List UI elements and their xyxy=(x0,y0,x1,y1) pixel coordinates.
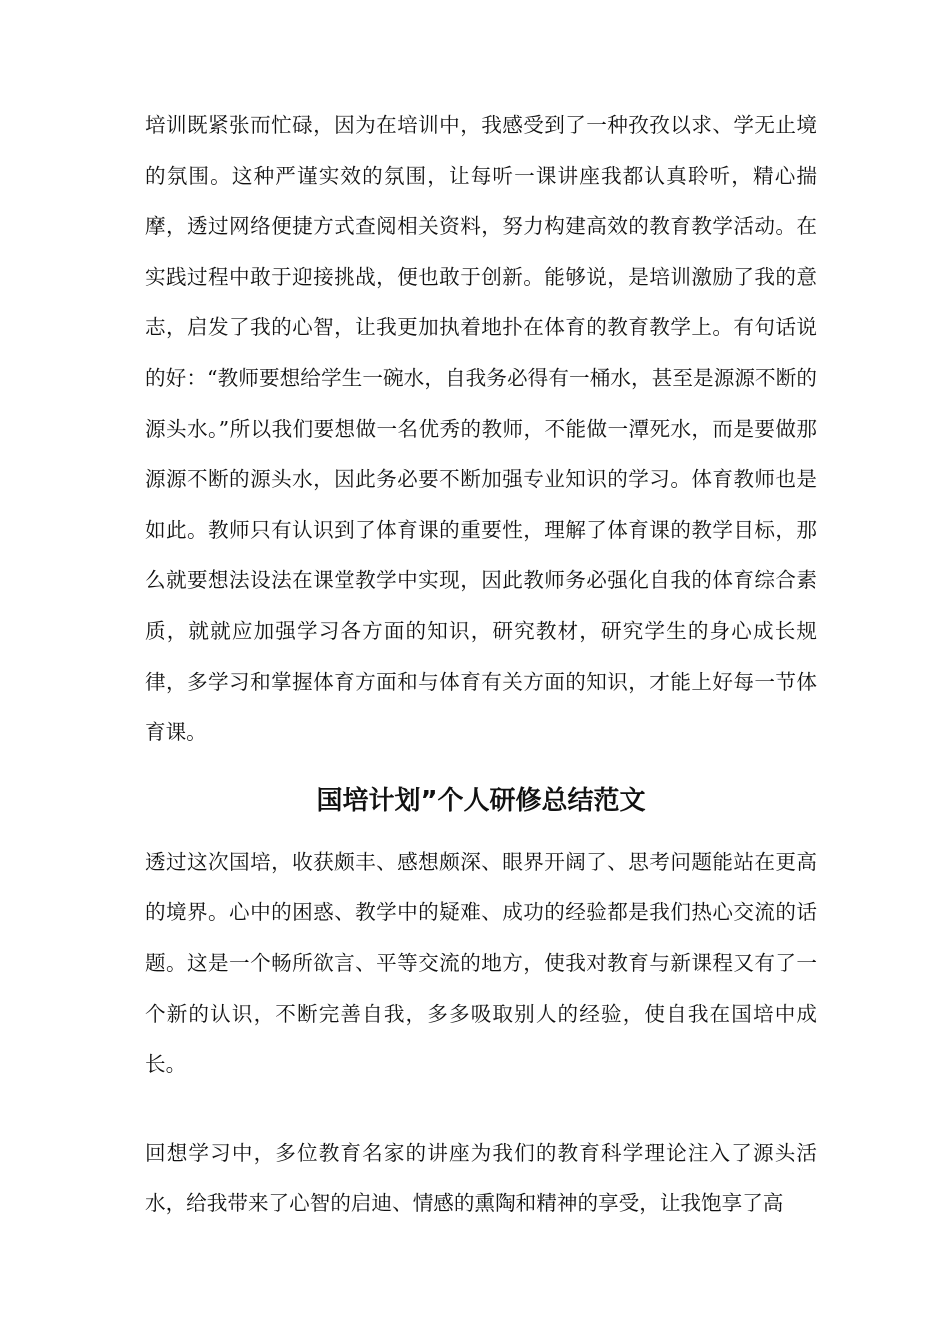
paragraph-national-training-gains: 透过这次国培，收获颇丰、感想颇深、眼界开阔了、思考问题能站在更高的境界。心中的困惑、教学中的疑难、成功的经验都是我们热心交流的话题。这是一个畅所欲言、平等交流的地方，使我对教育与新课程又有了一个新的认识，不断完善自我，多多吸取别人的经验，使自我在国培中成长。 xyxy=(145,849,817,1077)
paragraph-training-reflection: 培训既紧张而忙碌，因为在培训中，我感受到了一种孜孜以求、学无止境的氛围。这种严谨实效的氛围，让每听一课讲座我都认真聆听，精心揣摩，透过网络便捷方式查阅相关资料，努力构建高效的教育教学活动。在实践过程中敢于迎接挑战，便也敢于创新。能够说，是培训激励了我的意志，启发了我的心智，让我更加执着地扑在体育的教育教学上。有句话说的好：“教师要想给学生一碗水，自我务必得有一桶水，甚至是源源不断的源头水。”所以我们要想做一名优秀的教师，不能做一潭死水，而是要做那源源不断的源头水，因此务必要不断加强专业知识的学习。体育教师也是如此。教师只有认识到了体育课的重要性，理解了体育课的教学目标，那么就要想法设法在课堂教学中实现，因此教师务必强化自我的体育综合素质，就就应加强学习各方面的知识，研究教材，研究学生的身心成长规律，多学习和掌握体育方面和与体育有关方面的知识，才能上好每一节体育课。 xyxy=(145,113,817,745)
section-heading: 国培计划”个人研修总结范文 xyxy=(316,785,646,816)
paragraph-spacer xyxy=(145,1090,817,1128)
paragraph-recollection: 回想学习中，多位教育名家的讲座为我们的教育科学理论注入了源头活水，给我带来了心智的启迪、情感的熏陶和精神的享受，让我饱享了高 xyxy=(145,1140,817,1216)
document-body xyxy=(145,100,817,1229)
